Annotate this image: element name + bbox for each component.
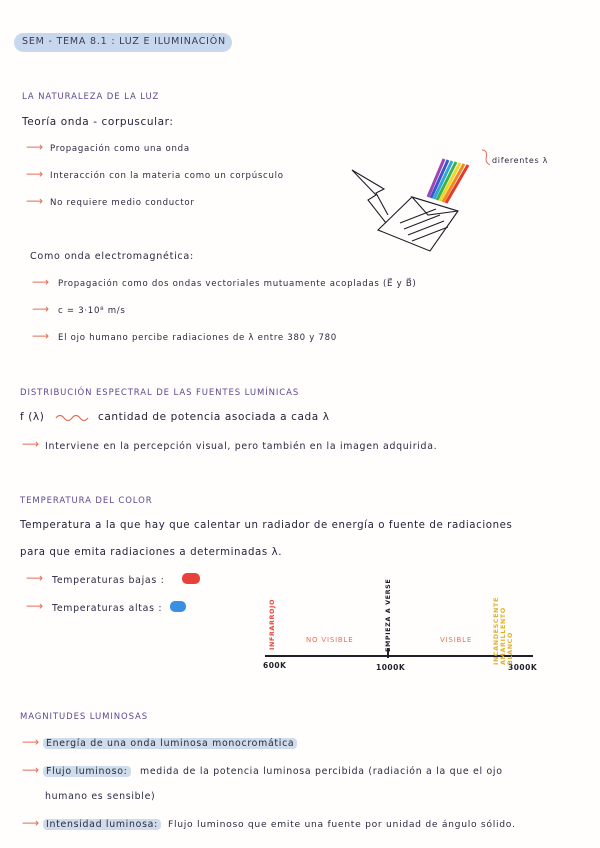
arrow-icon: ⟶ bbox=[26, 167, 44, 181]
temperature-definition-1: Temperatura a la que hay que calentar un radiador de energía o fuente de radiaciones bbox=[20, 520, 513, 531]
section-heading-temperatura: TEMPERATURA DEL COLOR bbox=[20, 496, 153, 506]
arrow-icon: ⟶ bbox=[26, 571, 44, 585]
scale-tick-label: 1000K bbox=[376, 663, 406, 672]
wave-intro: Como onda electromagnética: bbox=[30, 251, 194, 262]
arrow-icon: ⟶ bbox=[26, 194, 44, 208]
prism-label: diferentes λ bbox=[492, 156, 549, 165]
bullet-item: Propagación como una onda bbox=[50, 144, 190, 154]
function-symbol: f (λ) bbox=[20, 411, 45, 423]
arrow-icon: ⟶ bbox=[32, 329, 50, 343]
magnitude-energia: Energía de una onda luminosa monocromática bbox=[43, 738, 297, 749]
band-no-visible: NO VISIBLE bbox=[306, 636, 354, 644]
magnitude-flujo-definition: medida de la potencia luminosa percibida (radiación a la que el ojo bbox=[140, 766, 503, 777]
page-title: SEM - TEMA 8.1 : LUZ E ILUMINACIÓN bbox=[22, 36, 226, 47]
scale-label-empieza: EMPIEZA A VERSE bbox=[384, 578, 392, 652]
arrow-icon: ⟶ bbox=[26, 599, 44, 613]
low-temperature-swatch bbox=[182, 573, 200, 584]
magnitude-flujo-continuation: humano es sensible) bbox=[45, 791, 156, 802]
prism-illustration bbox=[340, 145, 490, 255]
high-temperature-label: Temperaturas altas : bbox=[52, 603, 163, 614]
arrow-icon: ⟶ bbox=[22, 763, 40, 777]
section-heading-naturaleza: LA NATURALEZA DE LA LUZ bbox=[22, 92, 160, 102]
arrow-icon: ⟶ bbox=[22, 437, 40, 451]
magnitude-flujo-term: Flujo luminoso: bbox=[43, 766, 131, 777]
arrow-icon: ⟶ bbox=[22, 816, 40, 830]
wave-bullet: El ojo humano percibe radiaciones de λ entre 380 y 780 bbox=[58, 333, 337, 343]
high-temperature-swatch bbox=[170, 601, 186, 612]
scale-tick-label: 3000K bbox=[508, 663, 538, 672]
arrow-icon: ⟶ bbox=[26, 140, 44, 154]
arrow-icon: ⟶ bbox=[32, 275, 50, 289]
section-heading-distribucion: DISTRIBUCIÓN ESPECTRAL DE LAS FUENTES LUMÍNICAS bbox=[20, 388, 300, 398]
scale-label-incandescente: INCANDESCENTE AMARILLENTO BLANCO bbox=[492, 597, 514, 665]
wave-bullet: c = 3·10⁸ m/s bbox=[58, 306, 126, 316]
scale-label-infrarrojo: INFRARROJO bbox=[268, 598, 276, 650]
wave-arrow-icon bbox=[54, 412, 94, 424]
arrow-icon: ⟶ bbox=[32, 302, 50, 316]
section-heading-magnitudes: MAGNITUDES LUMINOSAS bbox=[20, 712, 149, 722]
low-temperature-label: Temperaturas bajas : bbox=[52, 575, 165, 586]
scale-tick-label: 600K bbox=[263, 661, 287, 670]
band-visible: VISIBLE bbox=[440, 636, 473, 644]
function-definition: cantidad de potencia asociada a cada λ bbox=[98, 411, 330, 423]
spectral-note: Interviene en la percepción visual, pero también en la imagen adquirida. bbox=[45, 441, 438, 452]
temperature-definition-2: para que emita radiaciones a determinadas λ. bbox=[20, 547, 283, 558]
arrow-icon: ⟶ bbox=[22, 735, 40, 749]
magnitude-intensidad-term: Intensidad luminosa: bbox=[43, 819, 161, 830]
magnitude-intensidad-definition: Flujo luminoso que emite una fuente por unidad de ángulo sólido. bbox=[168, 819, 516, 830]
bullet-item: No requiere medio conductor bbox=[50, 198, 195, 208]
wave-bullet: Propagación como dos ondas vectoriales mutuamente acopladas (E⃗ y B⃗) bbox=[58, 279, 417, 289]
bullet-item: Interacción con la materia como un corpúsculo bbox=[50, 171, 284, 181]
intro-text: Teoría onda - corpuscular: bbox=[22, 116, 174, 128]
